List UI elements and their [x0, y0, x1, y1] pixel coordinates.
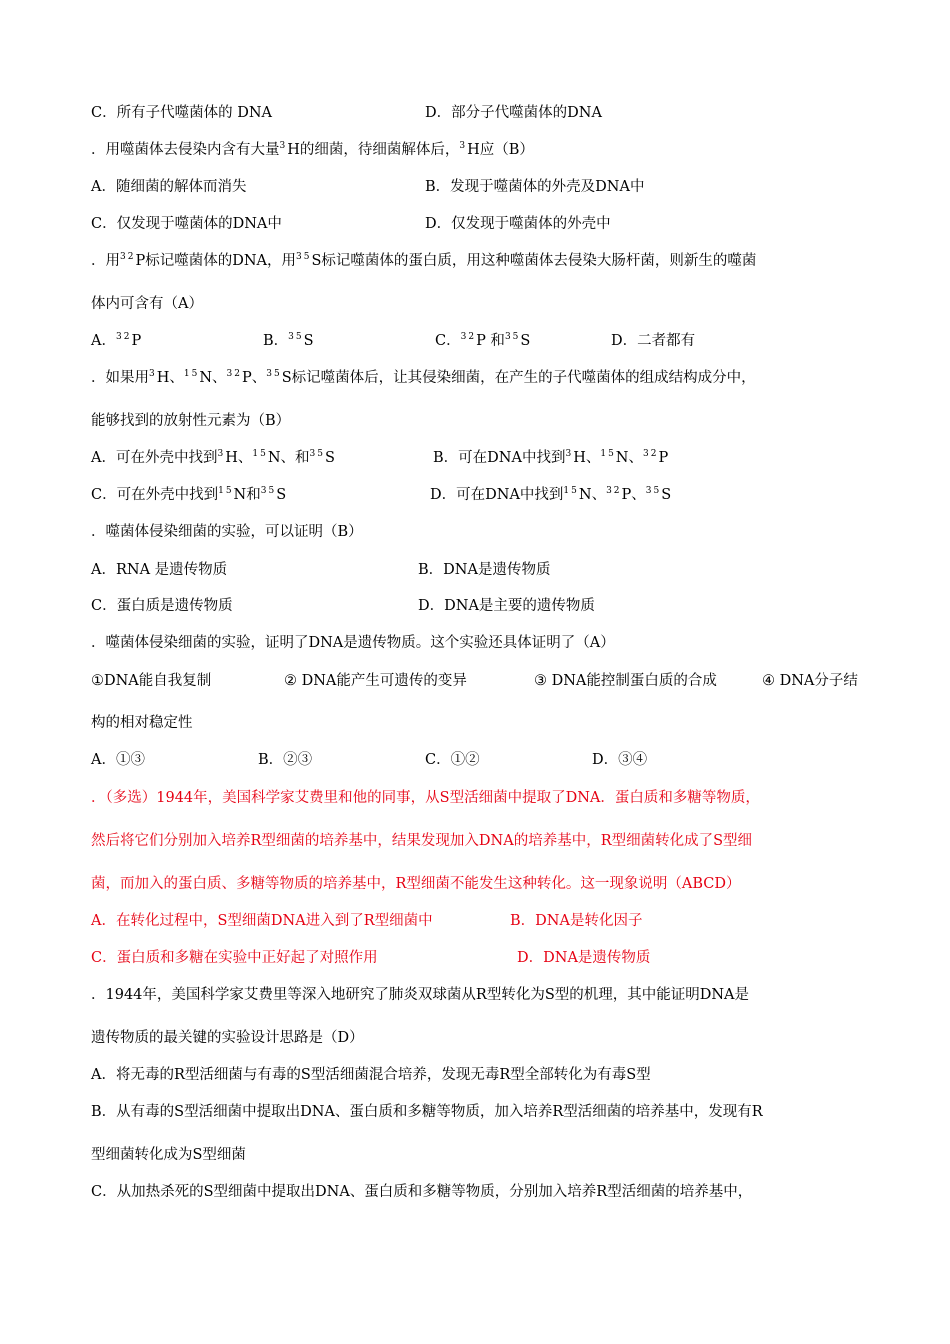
answer-option: C．可在外壳中找到$^{15}$N和$^{35}$S — [91, 486, 287, 503]
answer-option: C．$^{32}$P 和$^{35}$S — [435, 332, 531, 349]
answer-option: A．$^{32}$P — [91, 332, 142, 349]
answer-option: ② DNA能产生可遗传的变异 — [284, 673, 467, 689]
answer-option: D．DNA是遗传物质 — [517, 950, 651, 966]
text-line: 然后将它们分别加入培养R型细菌的培养基中，结果发现加入DNA的培养基中，R型细菌转化成了S型细 — [91, 833, 753, 849]
text-line: ．（多选）1944年，美国科学家艾费里和他的同事，从S型活细菌中提取了DNA．蛋白质和多糖等物质， — [91, 790, 760, 806]
text-line: ．噬菌体侵染细菌的实验，证明了DNA是遗传物质。这个实验还具体证明了（A） — [91, 635, 615, 651]
answer-option: D．可在DNA中找到$^{15}$N、$^{32}$P、$^{35}$S — [430, 486, 672, 503]
answer-option: A．随细菌的解体而消失 — [91, 179, 247, 195]
answer-option: ③ DNA能控制蛋白质的合成 — [534, 673, 717, 689]
answer-option: B．DNA是转化因子 — [510, 913, 643, 929]
answer-option: ④ DNA分子结 — [762, 673, 858, 689]
answer-option: D．DNA是主要的遗传物质 — [418, 598, 595, 614]
answer-option: B．$^{35}$S — [263, 332, 314, 349]
answer-option: C．蛋白质是遗传物质 — [91, 598, 233, 614]
text-line: 体内可含有（A） — [91, 296, 203, 312]
answer-option: C．①② — [425, 752, 480, 768]
text-line: 遗传物质的最关键的实验设计思路是（D） — [91, 1030, 364, 1046]
text-line: C．从加热杀死的S型细菌中提取出DNA、蛋白质和多糖等物质，分别加入培养R型活细菌的培养基中， — [91, 1184, 753, 1200]
answer-option: A．在转化过程中，S型细菌DNA进入到了R型细菌中 — [91, 913, 433, 929]
text-line: 菌，而加入的蛋白质、多糖等物质的培养基中，R型细菌不能发生这种转化。这一现象说明（ABCD） — [91, 876, 741, 892]
text-line: ．用$^{32}$P标记噬菌体的DNA，用$^{35}$S标记噬菌体的蛋白质，用这种噬菌体去侵染大肠杆菌，则新生的噬菌 — [91, 252, 757, 269]
answer-option: C．蛋白质和多糖在实验中正好起了对照作用 — [91, 950, 378, 966]
answer-option: A．RNA 是遗传物质 — [91, 562, 228, 578]
answer-option: D．仅发现于噬菌体的外壳中 — [425, 216, 611, 232]
answer-option: B．可在DNA中找到$^3$H、$^{15}$N、$^{32}$P — [433, 449, 669, 466]
answer-option: C．仅发现于噬菌体的DNA中 — [91, 216, 282, 232]
answer-option: ①DNA能自我复制 — [91, 673, 212, 689]
answer-option: A．可在外壳中找到$^3$H、$^{15}$N、和$^{35}$S — [91, 449, 335, 466]
text-line: A．将无毒的R型活细菌与有毒的S型活细菌混合培养，发现无毒R型全部转化为有毒S型 — [91, 1067, 651, 1083]
answer-option: A．①③ — [91, 752, 145, 768]
answer-option: D．部分子代噬菌体的DNA — [425, 105, 602, 121]
answer-option: B．发现于噬菌体的外壳及DNA中 — [425, 179, 645, 195]
text-line: 型细菌转化成为S型细菌 — [91, 1147, 246, 1163]
text-line: ．1944年，美国科学家艾费里等深入地研究了肺炎双球菌从R型转化为S型的机理，其中能证明DNA是 — [91, 987, 750, 1003]
answer-option: C．所有子代噬菌体的 DNA — [91, 105, 272, 121]
text-line: 构的相对稳定性 — [91, 715, 193, 731]
text-line: B．从有毒的S型活细菌中提取出DNA、蛋白质和多糖等物质，加入培养R型活细菌的培养基中，发现有R — [91, 1104, 763, 1120]
answer-option: D．二者都有 — [611, 333, 696, 349]
answer-option: D．③④ — [592, 752, 648, 768]
text-line: 能够找到的放射性元素为（B） — [91, 413, 291, 429]
text-line: ．用噬菌体去侵染内含有大量$^3$H的细菌，待细菌解体后，$^3$H应（B） — [91, 141, 534, 158]
text-line: ．噬菌体侵染细菌的实验，可以证明（B） — [91, 524, 363, 540]
answer-option: B．②③ — [258, 752, 313, 768]
text-line: ．如果用$^3$H、$^{15}$N、$^{32}$P、$^{35}$S标记噬菌体后，让其侵染细菌，在产生的子代噬菌体的组成结构成分中， — [91, 369, 756, 386]
answer-option: B．DNA是遗传物质 — [418, 562, 551, 578]
